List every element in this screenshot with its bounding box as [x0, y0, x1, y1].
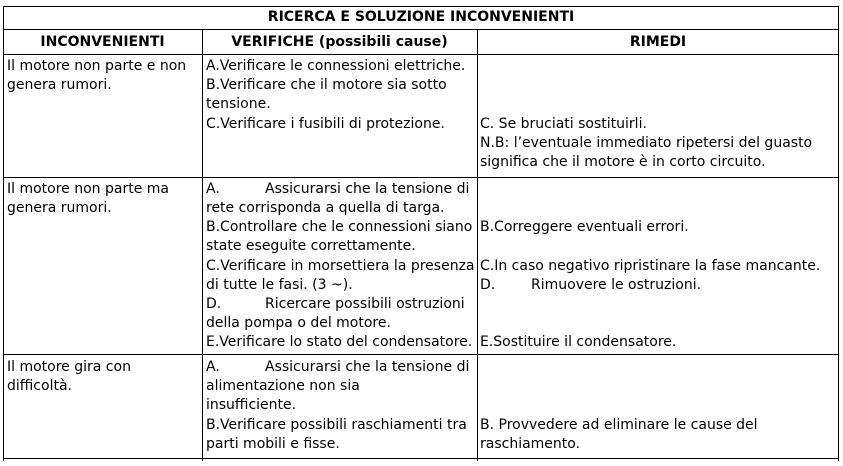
problem-text: Il motore non parte e non: [7, 58, 187, 74]
header-remedies: RIMEDI: [629, 34, 687, 50]
check-text: parti mobili e fisse.: [206, 436, 340, 452]
check-text: state eseguite correttamente.: [206, 238, 416, 254]
remedy-text: significa che il motore è in corto circuito.: [480, 154, 766, 170]
check-prefix: A.: [206, 359, 220, 375]
problem-text: difficoltà.: [7, 378, 72, 394]
remedy-text: E.Sostituire il condensatore.: [480, 334, 677, 350]
check-body: Ricercare possibili ostruzioni: [265, 296, 465, 312]
check-text: B.Verificare possibili raschiamenti tra: [206, 417, 467, 433]
column-separator-1: [202, 29, 203, 461]
check-text: [206, 180, 469, 199]
check-text: E.Verificare lo stato del condensatore.: [206, 334, 473, 350]
table-title: RICERCA E SOLUZIONE INCONVENIENTI: [267, 9, 575, 25]
remedy-body: Rimuovere le ostruzioni.: [531, 277, 702, 293]
check-text: B.Verificare che il motore sia sotto: [206, 77, 447, 93]
header-problems: INCONVENIENTI: [40, 34, 165, 50]
check-text: C.Verificare in morsettiera la presenza: [206, 258, 475, 274]
row-2-separator: [3, 354, 839, 355]
problem-text: genera rumori.: [7, 200, 112, 216]
check-text: della pompa o del motore.: [206, 315, 391, 331]
remedy-text: C. Se bruciati sostituirli.: [480, 116, 647, 132]
remedy-text: C.In caso negativo ripristinare la fase mancante.: [480, 258, 821, 274]
problem-text: genera rumori.: [7, 77, 112, 93]
check-text: C.Verificare i fusibili di protezione.: [206, 116, 445, 132]
check-text: B.Controllare che le connessioni siano: [206, 219, 473, 235]
remedy-text: B.Correggere eventuali errori.: [480, 219, 689, 235]
check-text: [206, 358, 469, 377]
check-text: rete corrisponda a quella di targa.: [206, 200, 445, 216]
title-separator: [3, 29, 839, 30]
remedy-text: B. Provvedere ad eliminare le cause del: [480, 417, 758, 433]
check-prefix: A.: [206, 181, 220, 197]
check-text: insufficiente.: [206, 397, 297, 413]
check-prefix: D.: [206, 296, 222, 312]
check-text: alimentazione non sia: [206, 378, 360, 394]
table-border-left: [3, 6, 4, 461]
check-body: Assicurarsi che la tensione di: [265, 359, 470, 375]
remedy-prefix: D.: [480, 277, 496, 293]
troubleshooting-table: [3, 6, 839, 466]
check-text: tensione.: [206, 96, 271, 112]
column-separator-2: [477, 29, 478, 461]
table-border-top: [3, 6, 839, 7]
header-separator: [3, 54, 839, 55]
remedy-text: raschiamento.: [480, 436, 581, 452]
problem-text: Il motore gira con: [7, 359, 131, 375]
remedy-text: N.B: l’eventuale immediato ripetersi del guasto: [480, 135, 813, 151]
check-text: di tutte le fasi. (3 ~).: [206, 277, 353, 293]
remedy-text: [480, 276, 701, 295]
check-body: Assicurarsi che la tensione di: [265, 181, 470, 197]
check-text: A.Verificare le connessioni elettriche.: [206, 58, 466, 74]
header-checks: VERIFICHE (possibili cause): [231, 34, 448, 50]
row-1-separator: [3, 177, 839, 178]
check-text: [206, 295, 465, 314]
problem-text: Il motore non parte ma: [7, 181, 169, 197]
table-border-right: [838, 6, 839, 461]
row-3-separator: [3, 458, 839, 459]
